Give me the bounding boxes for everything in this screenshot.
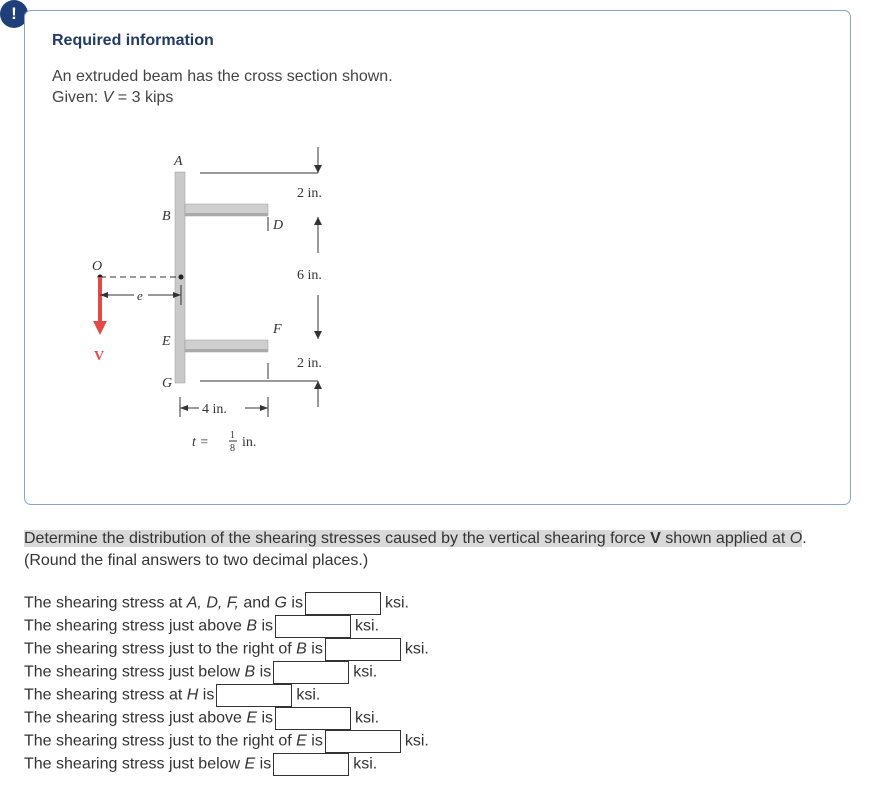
unit-label: ksi. [404,640,429,658]
row-text-post: is [255,663,272,681]
answer-input-right-b[interactable] [325,638,401,661]
row-italic: B [244,663,256,681]
answer-input-below-b[interactable] [273,661,349,684]
unit-label: ksi. [404,732,429,750]
row-text-post: is [306,640,323,658]
row-italic: H [186,686,199,704]
row-text: The shearing stress just to the right of [24,640,297,658]
answer-row [24,753,377,776]
given-var: V [102,89,114,106]
row-text-post: is [255,755,272,773]
question-part3: . (Round the final answers to two decimal places.) [24,530,807,569]
row-italic: E [244,755,256,773]
answer-input-below-e[interactable] [273,753,349,776]
answer-input-adfg[interactable] [305,592,381,615]
answer-input-right-e[interactable] [325,730,401,753]
row-text: The shearing stress just below [24,755,245,773]
unit-label: ksi. [355,617,380,635]
label-thickness-num: 1 [230,430,235,441]
answer-row [24,707,379,730]
label-e-dist: e [137,288,143,303]
row-italic: A, D, F, [186,594,239,612]
label-d: D [273,218,284,233]
unit-label: ksi. [355,709,380,727]
arrow-down-top [314,165,322,173]
row-text: The shearing stress just above [24,617,247,635]
row-text-post: is [257,617,274,635]
answer-input-h[interactable] [216,684,292,707]
row-text: The shearing stress just to the right of [24,732,297,750]
label-dim-top: 2 in. [297,186,322,201]
row-text: The shearing stress just below [24,663,245,681]
row-text: The shearing stress just above [24,709,247,727]
label-g: G [162,376,173,391]
row-text: The shearing stress at [24,594,187,612]
flange-shadow-top [185,213,268,216]
label-thickness-den: 8 [230,443,235,454]
given-line [52,87,393,108]
label-dim-mid: 6 in. [297,268,322,283]
label-thickness-unit: in. [242,435,257,450]
unit-label: ksi. [296,686,321,704]
beam-cross-section-figure [82,135,362,465]
force-v-head [93,321,107,335]
given-prefix: Given: [52,89,103,106]
question-part2: shown applied at [660,530,790,547]
unit-label: ksi. [353,755,378,773]
answer-row [24,615,379,638]
row-italic: E [246,709,258,727]
label-e: E [162,334,171,349]
width-arrow-right [260,405,268,411]
label-dim-bot: 2 in. [297,356,322,371]
question-v: V [650,530,661,547]
unit-label: ksi. [384,594,409,612]
row-text: The shearing stress at [24,686,187,704]
answer-row [24,661,377,684]
label-dim-width: 4 in. [202,402,227,417]
label-b: B [162,209,171,224]
row-italic: E [296,732,307,750]
problem-intro [52,66,393,108]
label-f: F [273,322,282,337]
row-italic: B [246,617,258,635]
question-point: O [789,530,803,547]
question-text [24,528,846,572]
width-arrow-left [180,405,188,411]
row-text-mid: and [238,594,275,612]
flange-shadow-bottom [185,349,268,352]
alert-icon: ! [0,0,28,28]
answer-input-above-b[interactable] [275,615,351,638]
question-highlight [24,530,802,547]
arrow-up-bottom [314,381,322,389]
answer-row [24,638,429,661]
answer-row [24,730,429,753]
answer-row [24,684,320,707]
question-part1: Determine the distribution of the shearing stresses caused by the vertical shearing force [24,530,651,547]
row-text-post: is [198,686,215,704]
given-value: = 3 kips [113,89,174,106]
arrow-up-d [314,217,322,225]
row-text-post: is [257,709,274,727]
answer-input-above-e[interactable] [275,707,351,730]
required-info-title: Required information [52,32,214,49]
intro-line: An extruded beam has the cross section shown. [52,68,393,85]
label-a: A [174,154,183,169]
row-italic: B [296,640,307,658]
row-text-post: is [306,732,323,750]
point-h-dot [179,275,184,280]
answer-row [24,592,409,615]
label-o: O [92,259,103,274]
row-italic2: G [274,594,287,612]
label-v: V [94,349,105,364]
unit-label: ksi. [353,663,378,681]
row-text-post: is [286,594,303,612]
arrow-down-f [314,331,322,339]
label-thickness-prefix: t = [192,435,209,450]
